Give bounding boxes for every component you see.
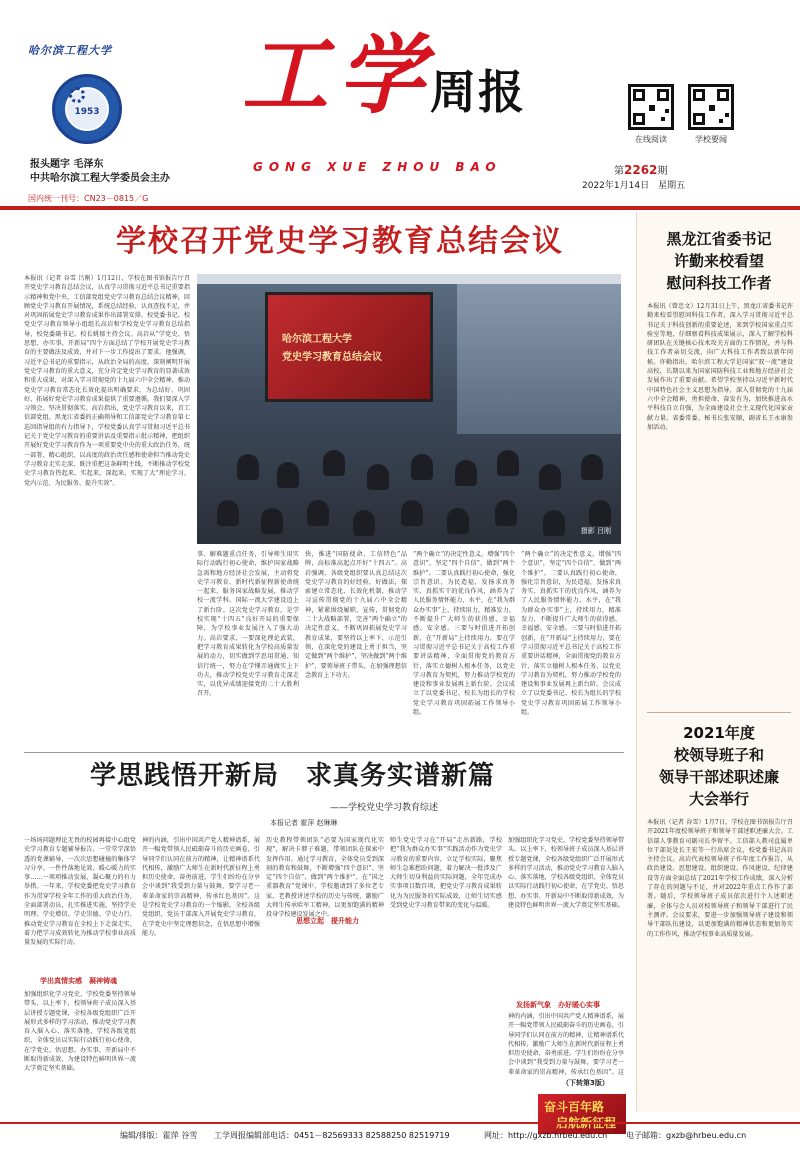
qr-left-label: 在线阅读 <box>635 135 667 144</box>
feature-headline[interactable]: 学思践悟开新局 求真务实谱新篇 <box>90 761 496 791</box>
feature-subtitle-2: 思想立起 提升能力 <box>296 917 359 925</box>
lead-headline[interactable]: 学校召开党史学习教育总结会议 <box>116 224 564 259</box>
lead-article-col-4: “两个确立”的决定性意义，增强“四个意识”，坚定“四个自信”，做到“两个维护”。二要认真践行初心使命，强化宗旨意识，为民造福，发扬求真务实、真抓实干的优良作风，涵养为了人民服务情怀能力、水平，在“我为群众办实事”上，持续用力，精准发力，不断提升广大师生的获得感、幸福感、安全感。三要与时俱进开拓创新，在“开新局”上持续用力，要在学习贯彻习近平总书记关于高校工作重要讲话精神，全面贯彻党的教育方针，落实立德树人根本任务，以党史学习教育为契机，努力推动学校党的建设和事业发展再上新台阶。会议成立了以党委书记、校长为组长的学校党史学习教育巩固拓展工作领导小组。 <box>413 551 515 717</box>
seal-year: 1953 <box>74 107 100 117</box>
sidebar-article-1: 本报讯（曾忠文）12月31日上午，黑龙江省委书记许勤来校看望慰问科技工作者，深入学习贯彻习近平总书记关于科技创新的重要论述，来到学校国家重点实验室等地，仔细察看科技成果展示，深入了解学校科研团队在关键核心技术攻关方面的工作情况，并与科技工作者亲切交流，向广大科技工作者致以新年问候。许勤指出，哈尔滨工程大学是国家“双一流”建设高校，长期以来为国家国防科技工业和地方经济社会发展作出了重要贡献。希望学校坚持以习近平新时代中国特色社会主义思想为指导，深入贯彻党的十九届六中全会精神，勇担使命，奋发有为，加快推进高水平科技自立自强，为全面建设社会主义现代化国家贡献力量。省委常委、秘书长张安顺，副省长王永康参加活动。 <box>647 303 793 431</box>
feature-col-5: 加强组织化学习党史，学校党委坚持领导带头、以上率下，校领导班子成员深入基层讲授专题党课，全校各级党组织广泛开展形式多样的学习活动，推动党史学习教育入脑入心、落实落地，学校各级党组织、全体党员以实际行动践行初心使命，在学党史、悟思想、办实事、开新局中不断取得新成效，为建设特色鲜明世界一流大学奠定坚实基础。 <box>508 837 624 910</box>
issue-number: 第2262期 <box>614 163 668 177</box>
inscription-line-2: 中共哈尔滨工程大学委员会主办 <box>30 173 170 184</box>
university-name-logo: 哈尔滨工程大学 <box>28 44 112 57</box>
feature-col-1: 一场场问题理论无畏的校园再接中心组党史学习教育专题辅导报告、一堂堂学深悟透的党课辅导、一次次思想碰撞的集体学习分享、一件件落地见效、暖心暖力的实事……一项项推动发展、凝心聚力的有力举措。一年来，学校党委把党史学习教育作为贯穿学校全年工作的重大政治任务，全面部署动员，扎实推进实施，坚持学史明理、学史增信、学史崇德、学史力行，推动党史学习教育在全校上下走深走实，着力把学习成效转化为推动学校事业高质量发展的实际行动。 <box>24 837 136 947</box>
stage-screen <box>265 292 433 402</box>
sidebar-divider <box>647 712 791 713</box>
footer-email[interactable]: 电子邮箱：gxzb@hrbeu.edu.cn <box>626 1131 747 1140</box>
feature-col-4: 师生党史学习在“开局”走出新路，学校把“我为群众办实事”实践活动作为党史学习教育的重要内容，立足学校实际，聚焦师生急难愁盼问题，着力解决一批涉及广大师生切身利益的实际问题，全年完成办实事项目数百项，把党史学习教育成果转化为为民服务的实际成效，让师生切实感受到党史学习教育带来的变化与温暖。 <box>390 837 502 910</box>
inscription <box>30 158 230 186</box>
qr-code-news-icon[interactable] <box>688 84 734 130</box>
footer-address: 工学周报编辑部电话：0451－82569333 82588250 82519719 <box>214 1131 450 1140</box>
lead-article-col-5: “两个确立”的决定性意义，增强“四个意识”，坚定“四个自信”，做到“两个维护”。二要认真践行初心使命，强化宗旨意识，为民造福，发扬求真务实、真抓实干的优良作风，涵养为了人民服务情怀能力、水平，在“我为群众办实事”上，持续用力，精准发力，不断提升广大师生的获得感、幸福感、安全感。三要与时俱进开拓创新，在“开新局”上持续用力，要在学习贯彻习近平总书记关于高校工作重要讲话精神，全面贯彻党的教育方针，落实立德树人根本任务，以党史学习教育为契机，努力推动学校党的建设和事业发展再上新台阶。会议成立了以党委书记、校长为组长的学校党史学习教育巩固拓展工作领导小组。 <box>521 551 621 717</box>
masthead-pinyin: GONG XUE ZHOU BAO <box>253 160 502 174</box>
masthead-weekly: 周报 <box>430 65 526 119</box>
masthead-title: 工学 <box>242 25 434 126</box>
section-divider <box>24 752 624 753</box>
footer-editors: 编辑/排版：霍萍 谷雪 <box>120 1131 198 1140</box>
inscription-line-1: 报头题字 毛泽东 <box>30 159 104 170</box>
lead-article-col-3: 快，推进“国防使命、工信特色”品牌，高标准高起点开好“十四五”。高岩强调，各级党组织要认真总结这次党史学习教育的好经验，好做法，探索建立常态化、长效化机制，推动学习宣传贯彻党的十九届六中全会精神，紧紧围绕履职、宣传，贯彻党的二十大战略部署，完善“两个确立”的决定性意义，不断巩固拓展党史学习教育成果，要坚持以上率下、示范引领，在深化党的建设上勇于担当，坚定做到“两个维护”，坚决做到“两个维护”，要领导班子带头，在加强理想信念教育上下功夫。 <box>305 551 407 679</box>
feature-subhead: ——学校党史学习教育综述 <box>330 803 439 813</box>
qr-right-label: 学校要闻 <box>695 135 727 144</box>
registration-number: 国内统一刊号：CN23－0815／G <box>28 194 149 203</box>
screen-line-2: 党史学习教育总结会议 <box>282 352 382 363</box>
sidebar <box>636 212 800 1112</box>
sidebar-article-2: 本报讯（记者 谷雪）1月7日，学校在图书馆报告厅召开2021年度校领导班子和领导干部述职述廉大会。工信部人事教育司副司长李留平、工信部人教司直属单位干部处处长王宏等一行出席会议，校党委书记高岩主持会议。高岩代表校领导班子作年度工作报告，从政治建设、思想建设、组织建设、作风建设、纪律建设等方面全面总结了2021年学校工作成绩，深入分析了存在的问题与不足，并对2022年重点工作作了部署。随后，学校领导班子成员依次进行个人述职述廉，全体与会人员对校领导班子和领导干部进行了民主测评。会议要求，要进一步加强领导班子建设和领导干部队伍建设，以更加饱满的精神状态和更加务实的工作作风，推动学校事业高质量发展。 <box>647 819 793 938</box>
continued-note: （下转第3版） <box>562 1079 609 1087</box>
feature-col-3: 历史教程带领团队“必要为国家现代化实现”，解决卡脖子难题，带领团队在探索中发挥作用。通过学习教育，全体党员受到深刻的教育和鼓舞，不断增强“四个意识”、坚定“四个自信”、做到“两个维护”。在“国之重器教育”党课中，学校邀请到了多位老专家、老教授讲述学校的历史与传统，激励广大师生传承哈军工精神，以更加饱满的精神投身学校建设发展之中。 <box>266 837 384 919</box>
feature-subtitle-1: 学出真情实感 凝神铸魂 <box>40 977 117 985</box>
feature-col-5b: 神的内涵，引出中国共产党人精神谱系，展开一幅党带领人民砥砺奋斗的历史画卷，引导同学们认同在前方的精神，让精神谱系代代相传，激励广大师生在新时代新征程上勇担历史使命、奋勇前进。学生们纷纷在分享会中谈到“我受到力量与鼓舞，要学习老一辈革命家的崇高精神，传承红色基因”。这 <box>508 1013 624 1076</box>
university-seal-icon <box>52 74 122 144</box>
feature-byline: 本报记者 霍萍 赵琳琳 <box>270 819 338 827</box>
screen-line-1: 哈尔滨工程大学 <box>282 334 352 345</box>
masthead-divider <box>0 206 800 210</box>
sidebar-headline-1[interactable]: 黑龙江省委书记 许勤来校看望 慰问科技工作者 <box>666 230 772 292</box>
feature-subtitle-3: 发扬新气象 办好暖心实事 <box>516 1001 600 1009</box>
promo-line-2: 启航新征程 <box>556 1116 617 1130</box>
sidebar-headline-2[interactable]: 2021年度 校领导班子和 领导干部述职述廉 大会举行 <box>658 724 779 808</box>
footer-site[interactable]: 网址：http://gxzb.hrbeu.edu.cn <box>484 1131 608 1140</box>
lead-article-col-1: 本报讯（记者 谷雪 吕刚）1月12日，学校在图书馆报告厅召开党史学习教育总结会议，认真学习贯彻习近平总书记重要指示精神和党中央、工信部党组党史学习教育总结会议精神，回顾党史学习教育开展情况，系统总结经验，认真查找不足，并对巩固拓展党史学习教育成果作出部署安排。校党委书记、校党史学习教育领导小组组长高岩和学校党史学习教育总结指导，校党委副书记、校长姚郁主持会议。高岩从“学党史、悟思想、办实事、开新局”四个方面总结了学校开展党史学习教育的主要做法及成效，并对下一步工作提出了要求。他强调，习近平总书记的重要指示，从政治全局的高度，深刻阐明开展党史学习教育的重大意义，充分肯定党史学习教育的显著成效和重大成果，对深入学习贯彻党的十九届六中全会精神、推动党史学习教育常态化长效化提出明确要求，为总结好、巩固好、拓展好党史学习教育成果提供了重要遵循。我们要深入学习领会、坚决贯彻落实。高岩指出，党史学习教育以来，首工信部党组、黑龙江省委的正确领导和工信部党史学习教育第七巡回指导组的有力指导下，学校党委认真学习贯彻习近平总书记关于党史学习教育的重要讲话及重要指示批示精神，把组织开展好党史学习教育作为一项重要党中央的重大政治任务，统一部署、精心组织，以高度的政治责任感和使命担当推动党史学习教育走实走深，既注重把这条鲜明主线，不断推动学校党史学习教育热起来、实起来、深起来，实现了大“理论学习、党内示范、为民服务、提升实效”。 <box>24 275 190 487</box>
issue-date: 2022年1月14日 星期五 <box>582 181 686 191</box>
meeting-photo[interactable] <box>197 274 621 544</box>
promo-line-1: 奋斗百年路 <box>544 1100 605 1114</box>
masthead <box>0 0 800 205</box>
feature-col-1b: 加强组织化学习党史，学校党委坚持领导带头、以上率下，校领导班子成员深入基层讲授专题党课，全校各级党组织广泛开展形式多样的学习活动，推动党史学习教育入脑入心、落实落地，学校各级党组织、全体党员以实际行动践行初心使命，在学党史、悟思想、办实事、开新局中不断取得新成效，为建设特色鲜明世界一流大学奠定坚实基础。 <box>24 991 136 1073</box>
qr-code-read-online-icon[interactable] <box>628 84 674 130</box>
lead-article-col-2: 事、解难题重点任务，引导师生用实际行动践行初心使命，维护国家战略急需和地方经济社会发展，主动将党史学习教育、新时代新征程新使命统一起来、服务国家战略发展，推动学校一流学科、国际一流大学建设迈上了新台阶。这次党史学习教育，是学校实现“十四五”良好开局的重要保障，为学校事业发展注入了强大动力。高岩要求，一要深化理论武装，把学习教育成果转化为学校高质量发展的动力，切实做到学思用贯通、知信行统一，努力在学懂弄通做实上下功夫，推动学校党史学习教育走深走实，以优异成绩迎接党的二十大胜利召开。 <box>197 551 299 698</box>
feature-col-2: 神的内涵，引出中国共产党人精神谱系，展开一幅党带领人民砥砺奋斗的历史画卷，引导同学们认同在前方的精神，让精神谱系代代相传，激励广大师生在新时代新征程上勇担历史使命、奋勇前进。学生们纷纷在分享会中谈到“我受到力量与鼓舞，要学习老一辈革命家的崇高精神，传承红色基因”。这是学校党史学习教育的一个缩影，全校各级党组织、党员干部深入开展党史学习教育，在学党史中坚定理想信念，在悟思想中增强能力。 <box>142 837 260 937</box>
photo-credit: 摄影 吕刚 <box>580 527 611 535</box>
footer <box>0 1122 800 1149</box>
